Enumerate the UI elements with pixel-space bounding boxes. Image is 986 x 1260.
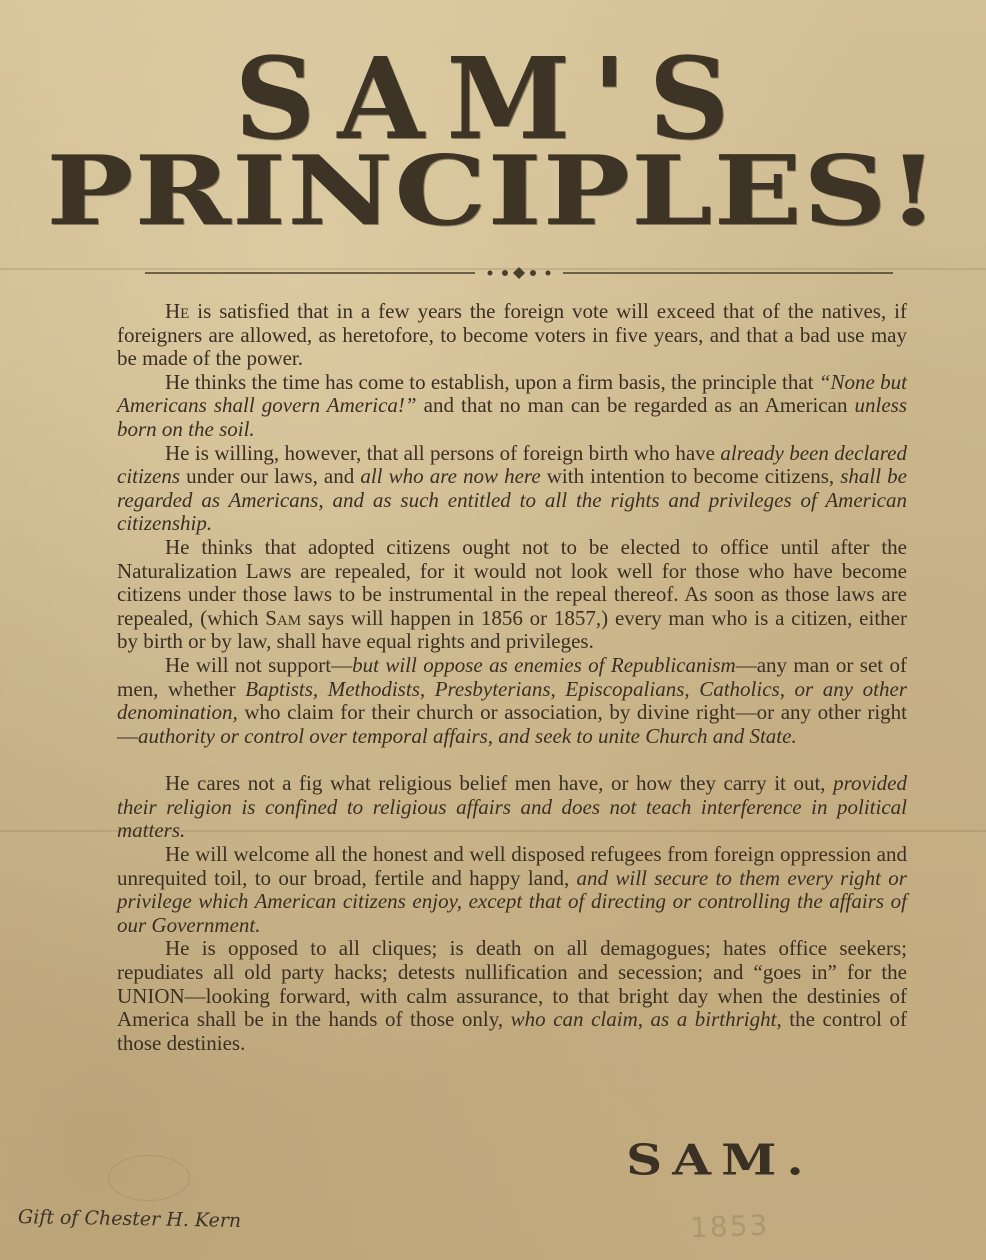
text-segment: “None but Americans shall govern America!” — [117, 369, 907, 418]
pencil-annotation: 1853 — [689, 1208, 770, 1245]
gift-inscription: Gift of Chester H. Kern — [17, 1206, 242, 1232]
paragraph — [117, 300, 907, 371]
text-segment: who claim for their church or association, by divine right—or any other right— — [117, 700, 907, 748]
text-segment: but will oppose as enemies of Republicanism — [352, 652, 736, 677]
poster-title-line-1: SAM'S — [234, 34, 752, 165]
paragraph — [117, 442, 907, 536]
text-segment: who can claim, as a birthright, — [510, 1007, 782, 1032]
text-segment: already been declared citizens — [117, 440, 907, 489]
principles-text — [117, 300, 907, 1055]
text-segment: He is willing, however, that all persons of foreign birth who have — [165, 440, 721, 465]
poster-title-line-2: PRINCIPLES! — [46, 135, 940, 248]
text-segment: He will not support— — [165, 652, 353, 677]
text-segment: and that no man can be regarded as an American — [416, 393, 855, 418]
paragraph — [117, 654, 907, 748]
paragraph — [117, 536, 907, 654]
text-segment: is satisfied that in a few years the foreign vote will exceed that of the natives, if foreigners are allowed, as heretofore, to become voters in five years, and that a bad use may be made of the power. — [117, 299, 907, 371]
text-segment: and will secure to them every right or privilege which American citizens enjoy, except that of directing or controlling the affairs of our Government. — [117, 865, 907, 937]
text-segment: He — [165, 299, 190, 323]
paragraph — [117, 937, 907, 1055]
paragraph — [117, 371, 907, 442]
text-segment: Baptists, Methodists, Presbyterians, Episcopalians, Catholics, or any other denomination, — [117, 676, 908, 725]
text-segment: He will welcome all the honest and well disposed refugees from foreign oppression and unrequited toil, to our broad, fertile and happy land, — [117, 842, 907, 890]
text-segment: Sam — [265, 605, 302, 630]
text-segment: under our laws, and — [180, 464, 361, 489]
signature: SAM. — [626, 1134, 814, 1185]
text-segment: authority or control over temporal affairs, and seek to unite Church and State. — [138, 723, 797, 748]
text-segment: provided their religion is confined to religious affairs and does not teach interference in political matters. — [117, 771, 907, 843]
text-segment: with intention to become citizens, — [540, 464, 841, 489]
text-segment: He cares not a fig what religious belief men have, or how they carry it out, — [165, 771, 834, 796]
text-segment: says will happen in 1856 or 1857,) every man who is a citizen, either by birth or by law, shall have equal rights and privileges. — [117, 605, 907, 654]
text-segment: all who are now here — [360, 464, 541, 489]
text-segment: He thinks that adopted citizens ought not to be elected to office until after the Naturalization Laws are repealed, for it would not look well for those who have become citizens under those laws to be instrumental in the repeal thereof. As soon as those laws are repealed, (which — [117, 534, 907, 630]
text-segment: He is opposed to all cliques; is death on all demagogues; hates office seekers; repudiates all old party hacks; detests nullification and secession; and “goes in” for the UNION—looking forward, with calm assurance, to that bright day when the destinies of America shall be in the hands of those only, — [117, 936, 907, 1032]
faded-library-stamp — [108, 1155, 190, 1201]
text-segment: He thinks the time has come to establish, upon a firm basis, the principle that — [165, 369, 819, 394]
ornamental-divider — [145, 266, 893, 280]
paragraph — [117, 843, 907, 937]
text-segment: —any man or set of men, whether — [117, 652, 907, 701]
text-segment: shall be regarded as Americans, and as such entitled to all the rights and privileges of American citizenship. — [117, 464, 907, 536]
text-segment: unless born on the soil. — [117, 393, 908, 441]
paragraph — [117, 772, 907, 843]
text-segment: the control of those destinies. — [117, 1007, 907, 1055]
